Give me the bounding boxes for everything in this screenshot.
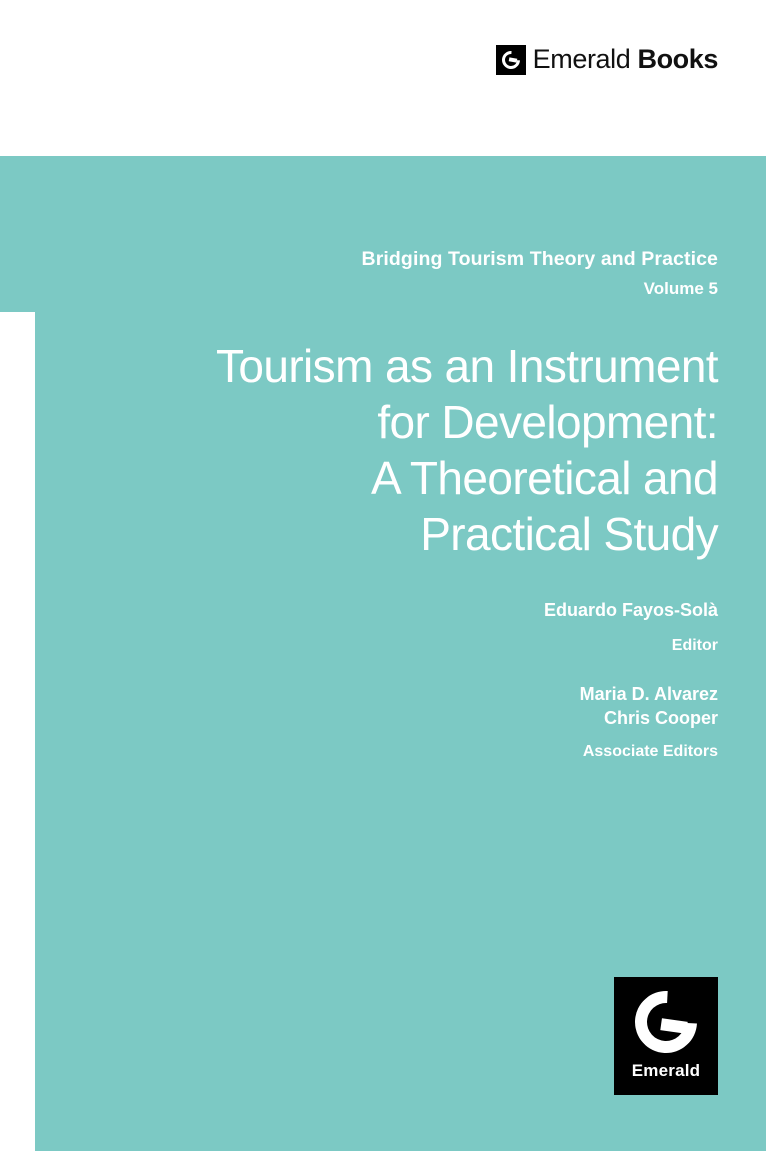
series-block	[362, 248, 718, 300]
associate-editor-1: Maria D. Alvarez	[579, 683, 718, 704]
series-volume: Volume 5	[643, 279, 718, 299]
title-line-1: Tourism as an Instrument	[215, 340, 718, 392]
title-line-2: for Development:	[377, 396, 718, 449]
editor-name: Eduardo Fayos-Solà	[543, 600, 718, 620]
series-title: Bridging Tourism Theory and Practice	[361, 248, 718, 270]
associate-editors-list	[544, 682, 718, 731]
emerald-badge-label: Emerald	[631, 1061, 701, 1080]
editor-role: Editor	[671, 637, 718, 655]
page-title	[60, 338, 718, 562]
publisher-logo	[496, 44, 718, 75]
emerald-e-icon	[496, 45, 526, 75]
publisher-name-light: Emerald	[532, 44, 638, 74]
publisher-name-bold: Books	[637, 44, 718, 74]
title-line-3: A Theoretical and	[371, 452, 718, 505]
publisher-name	[533, 44, 718, 75]
left-white-margin	[0, 312, 35, 1151]
associate-editors-role: Associate Editors	[582, 743, 718, 761]
credits-block	[544, 598, 718, 761]
associate-editor-2: Chris Cooper	[603, 708, 718, 729]
emerald-badge	[614, 977, 718, 1095]
title-line-4: Practical Study	[420, 508, 718, 561]
